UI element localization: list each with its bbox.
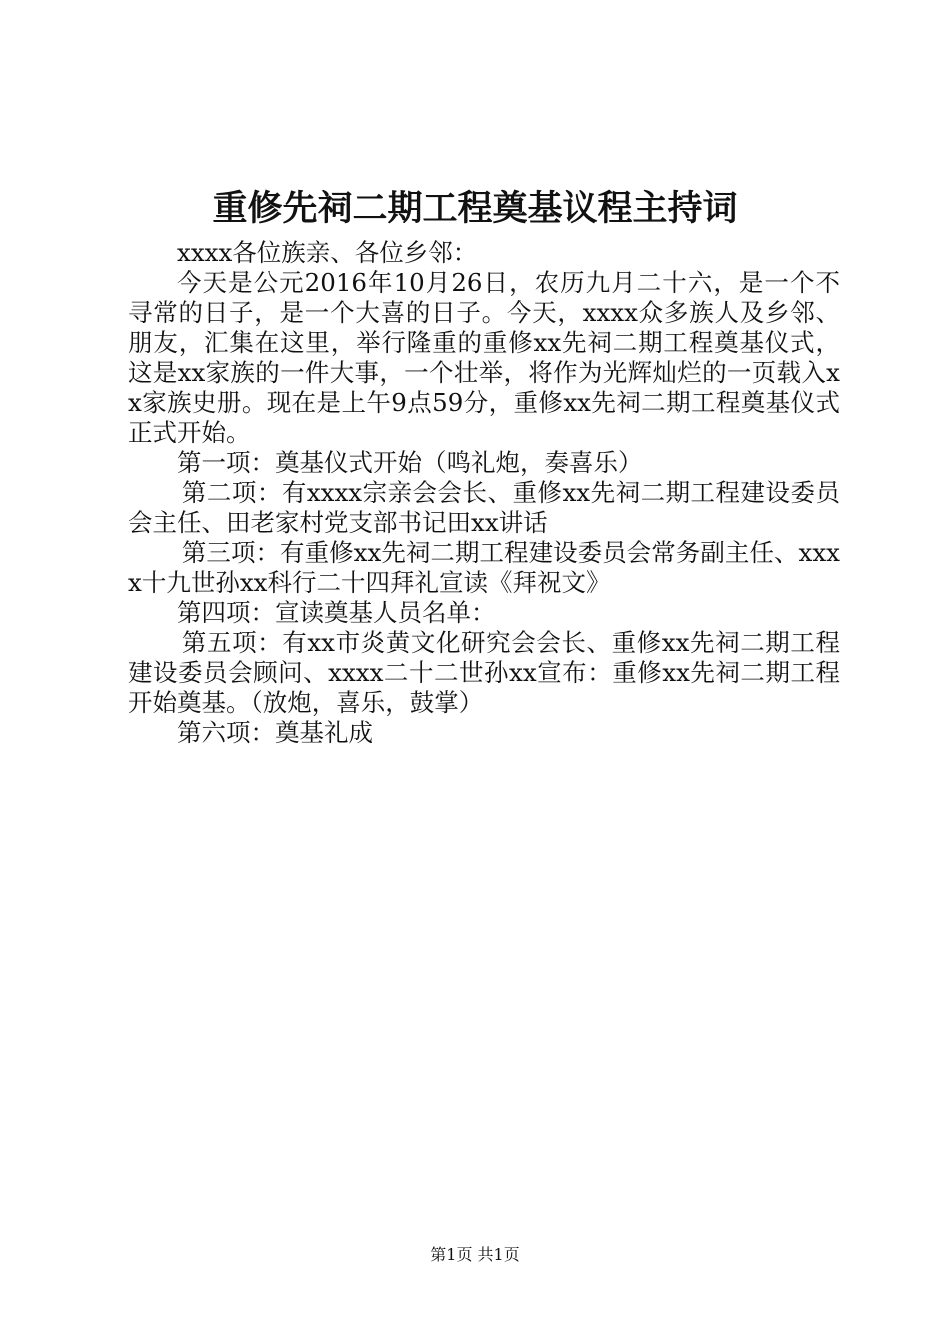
- greeting-paragraph: xxxx各位族亲、各位乡邻：: [177, 238, 478, 267]
- page-footer: 第1页 共1页: [430, 1245, 520, 1264]
- agenda-item-1: 第一项：奠基仪式开始（鸣礼炮，奏喜乐）: [177, 448, 643, 477]
- agenda-item-2: 第二项：有xxxx宗亲会会长、重修xx先祠二期工程建设委员会主任、田老家村党支部书记田xx讲话: [128, 478, 840, 537]
- opening-paragraph: 今天是公元2016年10月26日，农历九月二十六，是一个不寻常的日子，是一个大喜的日子。今天，xxxx众多族人及乡邻、朋友，汇集在这里，举行隆重的重修xx先祠二期工程奠基仪式，这是xx家族的一件大事，一个壮举，将作为光辉灿烂的一页载入xx家族史册。现在是上午9点59分，重修xx先祠二期工程奠基仪式正式开始。: [128, 268, 840, 447]
- agenda-item-4: 第四项：宣读奠基人员名单：: [177, 598, 496, 627]
- agenda-item-5: 第五项：有xx市炎黄文化研究会会长、重修xx先祠二期工程建设委员会顾问、xxxx二十二世孙xx宣布：重修xx先祠二期工程开始奠基。（放炮，喜乐，鼓掌）: [128, 628, 840, 717]
- document-title: 重修先祠二期工程奠基议程主持词: [212, 188, 738, 229]
- agenda-item-3: 第三项：有重修xx先祠二期工程建设委员会常务副主任、xxxx十九世孙xx科行二十四拜礼宣读《拜祝文》: [128, 538, 840, 597]
- document-body: [128, 238, 840, 748]
- agenda-item-6: 第六项：奠基礼成: [177, 718, 373, 747]
